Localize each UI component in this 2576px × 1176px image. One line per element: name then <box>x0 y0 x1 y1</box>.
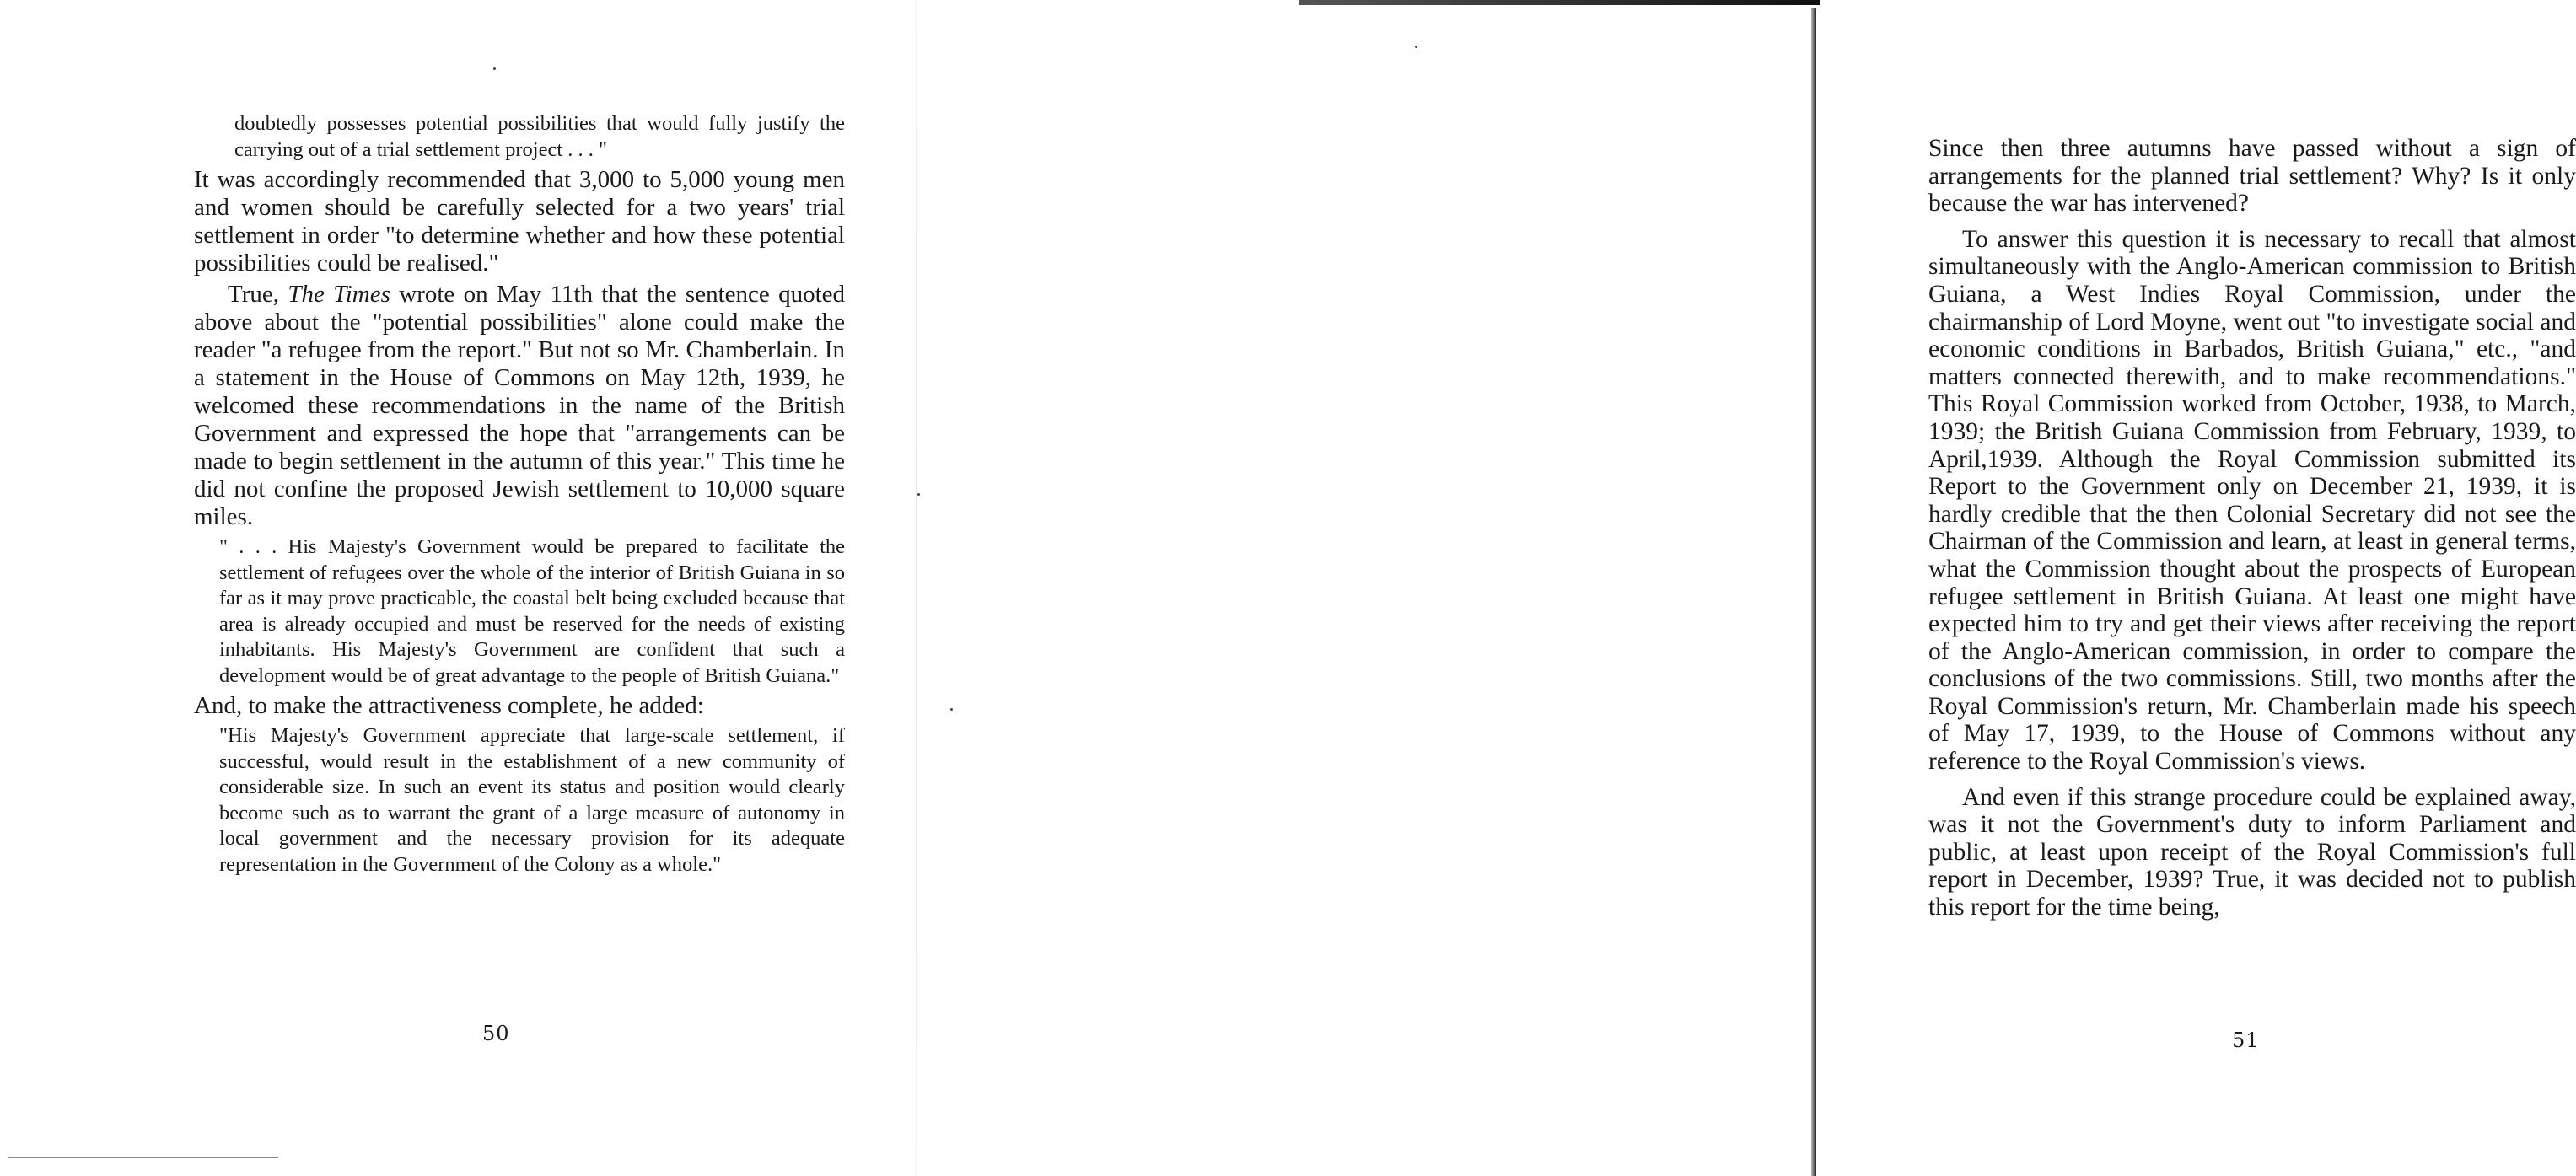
paragraph-recommendation: It was accordingly recommended that 3,000 to 5,000 young men and women should be carefully selected for a two years' trial settlement in order "to determine whether and how these potential possibilities could be realised." <box>194 166 845 277</box>
right-page-text <box>1928 135 2576 930</box>
page-number-left: 50 <box>482 1022 510 1045</box>
paragraph-strange-procedure: And even if this strange procedure could be explained away, was it not the Government's duty to inform Parliament and public, at least upon receipt of the Royal Commission's full report in December, 1939? True, it was decided not to publish this report for the time being, <box>1928 783 2576 921</box>
scan-speck <box>1415 46 1417 48</box>
block-quote-government <box>194 534 845 689</box>
paragraph-three-autumns: Since then three autumns have passed without a sign of arrangements for the planned trial settlement? Why? Is it only because the war has intervened? <box>1928 135 2576 217</box>
paragraph-times <box>194 281 845 531</box>
scan-speck <box>493 67 496 70</box>
paragraph-times-start: True, <box>228 281 279 308</box>
left-page-text <box>194 111 845 881</box>
block-quote-government-text: " . . . His Majesty's Government would be prepared to facilitate the settlement of refugees over the whole of the interior of British Guiana in so far as it may prove practicable, the coastal belt being excluded because that area is already occupied and must be reserved for the needs of existing inhabitants. His Majesty's Government are confident that such a development would be of great advantage to the people of British Guiana." <box>219 535 845 687</box>
scan-speck <box>950 708 953 711</box>
block-quote-autonomy: "His Majesty's Government appreciate that large-scale settlement, if successful, would result in the establishment of a new community of considerable size. In such an event its status and position would clearly become such as to warrant the grant of a large measure of autonomy in local government and the necessary provision for its adequate representation in the Government of the Colony as a whole." <box>219 724 845 876</box>
paragraph-royal-commission: To answer this question it is necessary to recall that almost simultaneously with the Anglo-American commission to British Guiana, a West Indies Royal Commission, under the chairmanship of Lord Moyne, went out "to investigate social and economic conditions in Barbados, British Guiana," etc., "and matters connected therewith, and to make recommendations." This Royal Commission worked from October, 1938, to March, 1939; the British Guiana Commission from February, 1939, to April,1939. Although the Royal Commission submitted its Report to the Government only on December 21, 1939, it is hardly credible that the then Colonial Secretary did not see the Chairman of the Commission and learn, at least in general terms, what the Commission thought about the prospects of European refugee settlement in British Guiana. At least one might have expected him to try and get their views after receiving the report of the Anglo-American commission, in order to compare the conclusions of the two commissions. Still, two months after the Royal Commission's return, Mr. Chamberlain made his speech of May 17, 1939, to the House of Commons without any reference to the Royal Commission's views. <box>1928 225 2576 776</box>
scan-right-edge <box>1811 8 1816 1176</box>
newspaper-title: The Times <box>288 281 390 308</box>
left-page <box>0 0 910 1176</box>
block-quote-top: doubtedly possesses potential possibilities that would fully justify the carrying out of a trial settlement project . . . " <box>234 112 845 161</box>
paragraph-attractiveness: And, to make the attractiveness complete, he added: <box>194 692 704 719</box>
scan-speck <box>917 493 920 496</box>
scan-top-edge <box>1299 0 1820 5</box>
paragraph-times-rest: wrote on May 11th that the sentence quoted above about the "potential possibilities" alone could make the reader "a refugee from the report." But not so Mr. Chamberlain. In a statement in the House of Commons on May 12th, 1939, he welcomed these recommendations in the name of the British Government and expressed the hope that "arrangements can be made to begin settlement in the autumn of this year." This time he did not confine the proposed Jewish settlement to 10,000 square miles. <box>194 281 846 530</box>
scan-bottom-mark <box>8 1157 278 1158</box>
page-number-right: 51 <box>2232 1028 2260 1052</box>
right-page <box>910 0 2576 1176</box>
